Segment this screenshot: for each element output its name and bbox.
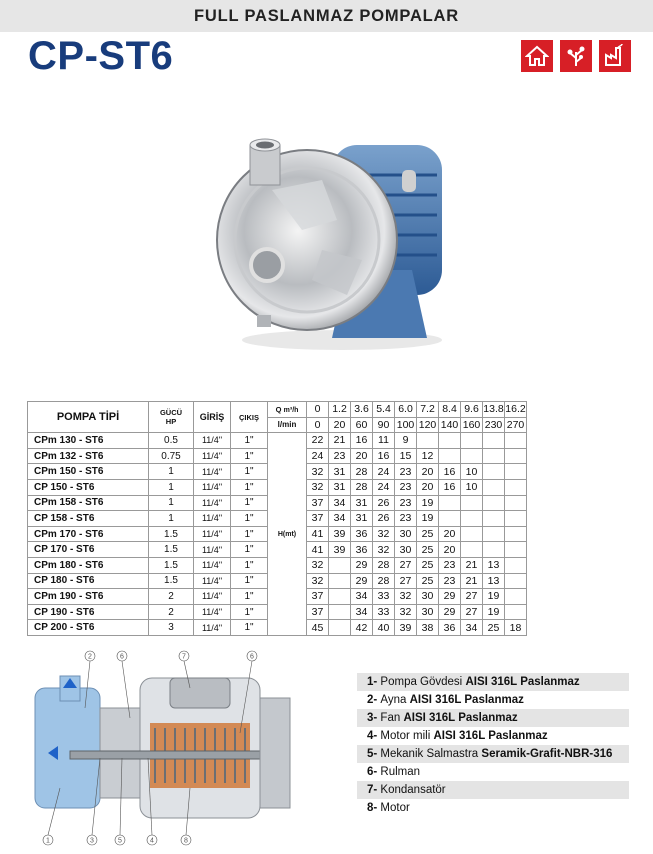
q-m3h-cell: 0 bbox=[307, 402, 329, 418]
head-cell bbox=[505, 573, 527, 589]
head-cell: 27 bbox=[395, 557, 417, 573]
head-cell: 40 bbox=[373, 620, 395, 636]
head-cell: 30 bbox=[395, 526, 417, 542]
head-cell: 21 bbox=[329, 433, 351, 449]
part-name: Motor mili bbox=[380, 730, 434, 742]
head-cell bbox=[483, 479, 505, 495]
part-number: 1- bbox=[367, 676, 381, 688]
head-cell: 34 bbox=[351, 589, 373, 605]
head-cell: 23 bbox=[395, 495, 417, 511]
head-cell: 26 bbox=[373, 495, 395, 511]
part-material: Seramik-Grafit-NBR-316 bbox=[481, 748, 613, 760]
outlet-cell: 1" bbox=[231, 495, 268, 511]
head-cell bbox=[505, 464, 527, 480]
power-cell: 1 bbox=[149, 495, 194, 511]
part-item bbox=[357, 799, 629, 817]
inlet-cell: 11/4" bbox=[194, 604, 231, 620]
head-cell: 24 bbox=[307, 448, 329, 464]
outlet-cell: 1" bbox=[231, 573, 268, 589]
callout-top-3: 7 bbox=[182, 653, 186, 661]
callout-bottom-3: 5 bbox=[118, 837, 122, 845]
model-cell: CPm 150 - ST6 bbox=[28, 464, 149, 480]
head-cell: 36 bbox=[351, 542, 373, 558]
head-cell: 25 bbox=[417, 542, 439, 558]
head-cell bbox=[461, 511, 483, 527]
page-title: CP-ST6 bbox=[28, 34, 174, 78]
head-cell: 28 bbox=[351, 464, 373, 480]
head-cell: 32 bbox=[373, 526, 395, 542]
part-item bbox=[357, 745, 629, 763]
head-cell: 16 bbox=[439, 479, 461, 495]
part-material: AISI 316L Paslanmaz bbox=[465, 676, 580, 688]
head-cell: 39 bbox=[329, 542, 351, 558]
head-cell: 25 bbox=[483, 620, 505, 636]
power-cell: 0.75 bbox=[149, 448, 194, 464]
head-cell: 33 bbox=[373, 604, 395, 620]
head-cell: 32 bbox=[307, 573, 329, 589]
head-cell: 19 bbox=[483, 589, 505, 605]
head-cell bbox=[483, 464, 505, 480]
inlet-cell: 11/4" bbox=[194, 557, 231, 573]
part-item bbox=[357, 673, 629, 691]
power-cell: 0.5 bbox=[149, 433, 194, 449]
head-cell: 23 bbox=[395, 511, 417, 527]
head-label: H(mt) bbox=[268, 433, 307, 636]
head-cell bbox=[483, 526, 505, 542]
head-cell: 20 bbox=[417, 479, 439, 495]
head-cell: 19 bbox=[417, 495, 439, 511]
inlet-cell: 11/4" bbox=[194, 464, 231, 480]
head-cell: 23 bbox=[329, 448, 351, 464]
power-cell: 1.5 bbox=[149, 526, 194, 542]
outlet-cell: 1" bbox=[231, 589, 268, 605]
callout-bottom-2: 3 bbox=[90, 837, 94, 845]
head-cell: 19 bbox=[417, 511, 439, 527]
head-cell bbox=[329, 620, 351, 636]
power-cell: 1 bbox=[149, 479, 194, 495]
inlet-cell: 11/4" bbox=[194, 542, 231, 558]
head-cell: 36 bbox=[351, 526, 373, 542]
head-cell: 27 bbox=[461, 589, 483, 605]
inlet-cell: 11/4" bbox=[194, 433, 231, 449]
part-name: Fan bbox=[380, 712, 404, 724]
head-cell: 33 bbox=[373, 589, 395, 605]
outlet-cell: 1" bbox=[231, 604, 268, 620]
head-cell: 28 bbox=[373, 573, 395, 589]
inlet-cell: 11/4" bbox=[194, 620, 231, 636]
head-cell bbox=[483, 433, 505, 449]
model-cell: CPm 170 - ST6 bbox=[28, 526, 149, 542]
model-cell: CPm 158 - ST6 bbox=[28, 495, 149, 511]
power-cell: 2 bbox=[149, 589, 194, 605]
head-cell bbox=[505, 433, 527, 449]
head-cell: 31 bbox=[329, 479, 351, 495]
part-material: AISI 316L Paslanmaz bbox=[403, 712, 518, 724]
head-cell: 27 bbox=[395, 573, 417, 589]
head-cell bbox=[329, 557, 351, 573]
head-cell: 45 bbox=[307, 620, 329, 636]
head-cell: 25 bbox=[417, 573, 439, 589]
head-cell bbox=[439, 511, 461, 527]
head-cell: 11 bbox=[373, 433, 395, 449]
head-cell: 37 bbox=[307, 511, 329, 527]
head-cell: 21 bbox=[461, 573, 483, 589]
head-cell: 19 bbox=[483, 604, 505, 620]
q-m3h-cell: 5.4 bbox=[373, 402, 395, 418]
q-lmin-cell: 230 bbox=[483, 417, 505, 433]
part-item bbox=[357, 727, 629, 745]
q-lmin-cell: 140 bbox=[439, 417, 461, 433]
power-cell: 3 bbox=[149, 620, 194, 636]
outlet-cell: 1" bbox=[231, 620, 268, 636]
head-cell: 9 bbox=[395, 433, 417, 449]
head-cell bbox=[483, 542, 505, 558]
callout-bottom-5: 8 bbox=[184, 837, 188, 845]
house-icon bbox=[521, 40, 553, 72]
model-cell: CP 190 - ST6 bbox=[28, 604, 149, 620]
q-label: Q bbox=[275, 404, 282, 414]
head-cell bbox=[439, 495, 461, 511]
head-cell: 23 bbox=[439, 573, 461, 589]
head-cell: 23 bbox=[395, 464, 417, 480]
head-cell: 37 bbox=[307, 604, 329, 620]
q-lmin-cell: 90 bbox=[373, 417, 395, 433]
head-cell: 32 bbox=[395, 604, 417, 620]
head-cell: 29 bbox=[439, 604, 461, 620]
head-cell: 41 bbox=[307, 526, 329, 542]
q-m3h-cell: 8.4 bbox=[439, 402, 461, 418]
head-cell bbox=[483, 511, 505, 527]
head-cell: 36 bbox=[439, 620, 461, 636]
head-cell: 31 bbox=[351, 495, 373, 511]
head-cell bbox=[329, 604, 351, 620]
head-cell: 32 bbox=[307, 464, 329, 480]
part-item bbox=[357, 709, 629, 727]
model-cell: CPm 130 - ST6 bbox=[28, 433, 149, 449]
head-cell bbox=[505, 526, 527, 542]
power-cell: 1.5 bbox=[149, 573, 194, 589]
header-band: FULL PASLANMAZ POMPALAR bbox=[0, 0, 653, 32]
inlet-cell: 11/4" bbox=[194, 448, 231, 464]
head-cell: 37 bbox=[307, 589, 329, 605]
part-name: Kondansatör bbox=[380, 784, 446, 796]
head-cell: 24 bbox=[373, 464, 395, 480]
part-name: Mekanik Salmastra bbox=[380, 748, 482, 760]
parts-list bbox=[357, 673, 629, 817]
head-cell bbox=[329, 589, 351, 605]
head-cell: 30 bbox=[417, 589, 439, 605]
head-cell: 28 bbox=[351, 479, 373, 495]
callout-bottom-4: 4 bbox=[150, 837, 154, 845]
head-cell: 10 bbox=[461, 479, 483, 495]
part-number: 3- bbox=[367, 712, 381, 724]
callout-top-4: 6 bbox=[250, 653, 254, 661]
head-cell: 12 bbox=[417, 448, 439, 464]
head-cell: 31 bbox=[329, 464, 351, 480]
head-cell: 34 bbox=[461, 620, 483, 636]
col-header-power: GÜCÜ bbox=[159, 408, 183, 418]
part-number: 6- bbox=[367, 766, 381, 778]
head-cell: 30 bbox=[417, 604, 439, 620]
head-cell: 42 bbox=[351, 620, 373, 636]
head-cell: 32 bbox=[395, 589, 417, 605]
head-cell: 25 bbox=[417, 557, 439, 573]
q-m3h-cell: 13.8 bbox=[483, 403, 504, 416]
power-cell: 1 bbox=[149, 464, 194, 480]
head-cell: 24 bbox=[373, 479, 395, 495]
q-m3h-cell: 6.0 bbox=[395, 402, 417, 418]
head-cell: 23 bbox=[395, 479, 417, 495]
head-cell bbox=[417, 433, 439, 449]
part-item bbox=[357, 781, 629, 799]
head-cell: 25 bbox=[417, 526, 439, 542]
callout-top-1: 2 bbox=[88, 653, 92, 661]
head-cell bbox=[505, 511, 527, 527]
head-cell bbox=[329, 573, 351, 589]
head-cell: 16 bbox=[439, 464, 461, 480]
part-name: Motor bbox=[380, 802, 410, 814]
q-m3h-cell: 9.6 bbox=[461, 402, 483, 418]
inlet-cell: 11/4" bbox=[194, 511, 231, 527]
head-cell: 13 bbox=[483, 557, 505, 573]
head-cell: 23 bbox=[439, 557, 461, 573]
model-cell: CP 150 - ST6 bbox=[28, 479, 149, 495]
head-cell: 13 bbox=[483, 573, 505, 589]
head-cell: 21 bbox=[461, 557, 483, 573]
head-cell: 15 bbox=[395, 448, 417, 464]
inlet-cell: 11/4" bbox=[194, 526, 231, 542]
power-cell: 1.5 bbox=[149, 542, 194, 558]
head-cell bbox=[505, 479, 527, 495]
outlet-cell: 1" bbox=[231, 526, 268, 542]
head-cell: 16 bbox=[351, 433, 373, 449]
power-cell: 2 bbox=[149, 604, 194, 620]
head-cell bbox=[505, 495, 527, 511]
pump-photo bbox=[212, 120, 462, 355]
head-cell: 26 bbox=[373, 511, 395, 527]
head-cell: 31 bbox=[351, 511, 373, 527]
q-m3h-cell: 7.2 bbox=[417, 402, 439, 418]
q-unit-lmin: l/min bbox=[268, 417, 307, 433]
inlet-cell: 11/4" bbox=[194, 573, 231, 589]
head-cell bbox=[505, 448, 527, 464]
head-cell: 39 bbox=[329, 526, 351, 542]
model-cell: CPm 180 - ST6 bbox=[28, 557, 149, 573]
q-lmin-cell: 0 bbox=[307, 417, 329, 433]
part-number: 7- bbox=[367, 784, 381, 796]
model-cell: CP 158 - ST6 bbox=[28, 511, 149, 527]
inlet-cell: 11/4" bbox=[194, 589, 231, 605]
head-cell bbox=[483, 495, 505, 511]
head-cell: 34 bbox=[329, 511, 351, 527]
q-lmin-cell: 100 bbox=[395, 417, 417, 433]
head-cell bbox=[461, 526, 483, 542]
head-cell bbox=[505, 542, 527, 558]
part-name: Rulman bbox=[380, 766, 421, 778]
model-cell: CP 200 - ST6 bbox=[28, 620, 149, 636]
head-cell: 28 bbox=[373, 557, 395, 573]
head-cell: 34 bbox=[329, 495, 351, 511]
q-lmin-cell: 120 bbox=[417, 417, 439, 433]
head-cell bbox=[461, 542, 483, 558]
plant-icon bbox=[560, 40, 592, 72]
power-cell: 1.5 bbox=[149, 557, 194, 573]
q-m3h-cell: 16.2 bbox=[505, 403, 526, 416]
head-cell bbox=[483, 448, 505, 464]
head-cell: 32 bbox=[373, 542, 395, 558]
model-cell: CPm 132 - ST6 bbox=[28, 448, 149, 464]
q-lmin-cell: 20 bbox=[329, 417, 351, 433]
q-m3h-cell: 3.6 bbox=[351, 402, 373, 418]
col-header-power-unit: HP bbox=[165, 417, 177, 427]
head-cell: 27 bbox=[461, 604, 483, 620]
part-number: 8- bbox=[367, 802, 381, 814]
part-item bbox=[357, 763, 629, 781]
pump-cross-section-diagram bbox=[30, 648, 298, 848]
part-material: AISI 316L Paslanmaz bbox=[409, 694, 524, 706]
model-cell: CPm 190 - ST6 bbox=[28, 589, 149, 605]
application-icons bbox=[521, 40, 631, 72]
q-lmin-cell: 160 bbox=[461, 417, 483, 433]
head-cell bbox=[461, 448, 483, 464]
q-lmin-cell: 60 bbox=[351, 417, 373, 433]
head-cell bbox=[461, 433, 483, 449]
head-cell: 18 bbox=[505, 620, 527, 636]
head-cell: 20 bbox=[417, 464, 439, 480]
col-header-outlet: ÇIKIŞ bbox=[231, 402, 268, 433]
head-cell: 16 bbox=[373, 448, 395, 464]
part-name: Pompa Gövdesi bbox=[380, 676, 466, 688]
outlet-cell: 1" bbox=[231, 542, 268, 558]
part-number: 2- bbox=[367, 694, 381, 706]
head-cell: 34 bbox=[351, 604, 373, 620]
outlet-cell: 1" bbox=[231, 511, 268, 527]
callout-bottom-1: 1 bbox=[46, 837, 50, 845]
head-cell bbox=[439, 433, 461, 449]
power-cell: 1 bbox=[149, 511, 194, 527]
outlet-cell: 1" bbox=[231, 464, 268, 480]
inlet-cell: 11/4" bbox=[194, 495, 231, 511]
head-cell: 37 bbox=[307, 495, 329, 511]
head-cell: 29 bbox=[351, 573, 373, 589]
outlet-cell: 1" bbox=[231, 448, 268, 464]
head-cell bbox=[439, 448, 461, 464]
part-material: AISI 316L Paslanmaz bbox=[433, 730, 548, 742]
head-cell: 22 bbox=[307, 433, 329, 449]
head-cell: 10 bbox=[461, 464, 483, 480]
outlet-cell: 1" bbox=[231, 479, 268, 495]
q-unit-m3h: m³/h bbox=[283, 406, 299, 414]
head-cell bbox=[505, 557, 527, 573]
head-cell: 29 bbox=[439, 589, 461, 605]
head-cell: 39 bbox=[395, 620, 417, 636]
head-cell: 30 bbox=[395, 542, 417, 558]
part-number: 4- bbox=[367, 730, 381, 742]
head-cell: 32 bbox=[307, 557, 329, 573]
model-cell: CP 180 - ST6 bbox=[28, 573, 149, 589]
head-cell: 41 bbox=[307, 542, 329, 558]
factory-icon bbox=[599, 40, 631, 72]
performance-table bbox=[27, 401, 527, 636]
part-item bbox=[357, 691, 629, 709]
head-cell: 20 bbox=[439, 526, 461, 542]
head-cell bbox=[461, 495, 483, 511]
inlet-cell: 11/4" bbox=[194, 479, 231, 495]
q-lmin-cell: 270 bbox=[505, 417, 527, 433]
table-row bbox=[28, 433, 527, 449]
head-cell bbox=[505, 589, 527, 605]
outlet-cell: 1" bbox=[231, 433, 268, 449]
callout-top-2: 6 bbox=[120, 653, 124, 661]
q-m3h-cell: 1.2 bbox=[329, 402, 351, 418]
part-number: 5- bbox=[367, 748, 381, 760]
col-header-inlet: GİRİŞ bbox=[194, 402, 231, 433]
head-cell: 38 bbox=[417, 620, 439, 636]
head-cell: 20 bbox=[439, 542, 461, 558]
model-cell: CP 170 - ST6 bbox=[28, 542, 149, 558]
outlet-cell: 1" bbox=[231, 557, 268, 573]
col-header-model: POMPA TİPİ bbox=[28, 402, 149, 433]
head-cell: 29 bbox=[351, 557, 373, 573]
head-cell: 32 bbox=[307, 479, 329, 495]
part-name: Ayna bbox=[380, 694, 410, 706]
head-cell: 20 bbox=[351, 448, 373, 464]
head-cell bbox=[505, 604, 527, 620]
